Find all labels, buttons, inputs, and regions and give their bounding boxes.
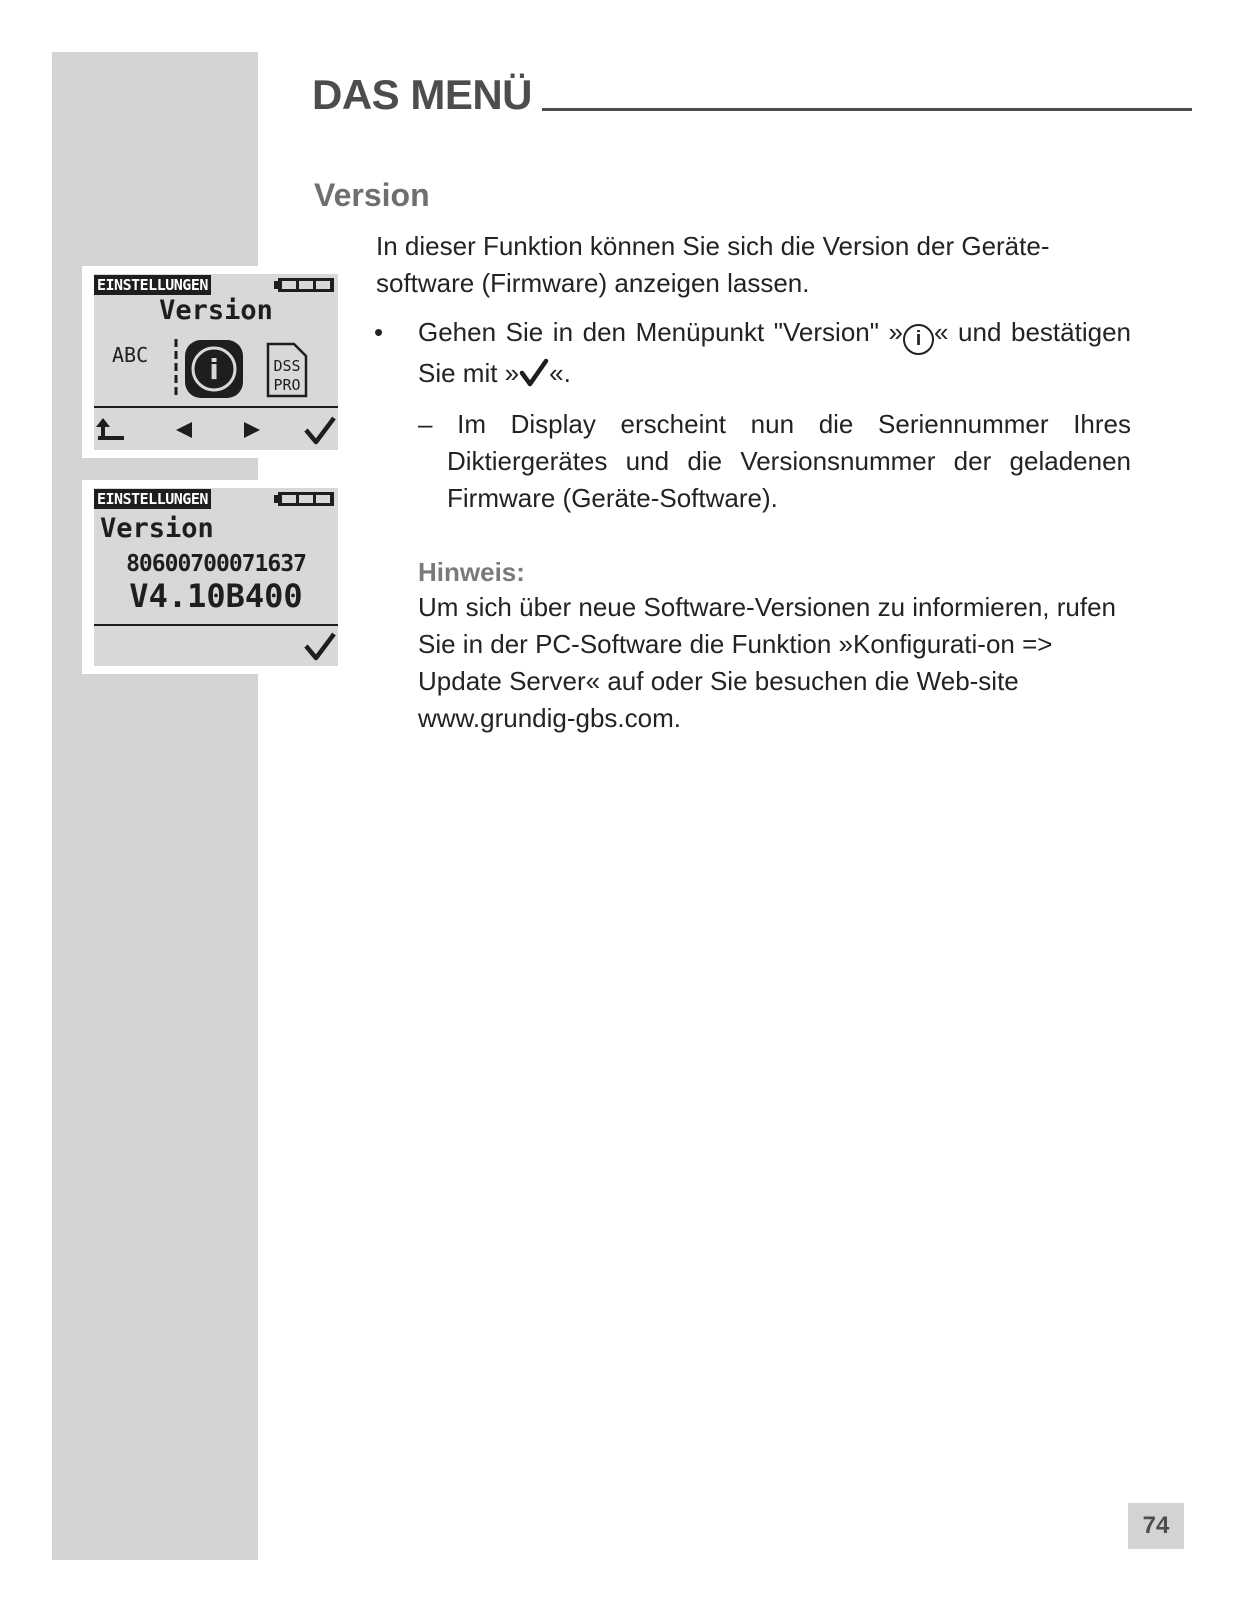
dss-text: DSS: [273, 357, 301, 375]
lcd-title: Version: [159, 295, 273, 326]
lcd-softkeys: [94, 414, 338, 448]
battery-icon: [274, 491, 336, 512]
lcd-version-screenshot: [82, 480, 348, 674]
lcd-header: [94, 274, 338, 296]
dash-paragraph: [418, 406, 1131, 517]
check-icon: [306, 418, 334, 442]
bullet-paragraph: [374, 314, 1131, 398]
abc-letter-a: ABC: [112, 343, 149, 367]
info-icon: i: [903, 324, 934, 355]
serial-number: 80600700071637: [126, 551, 306, 577]
bullet-marker: •: [374, 317, 384, 347]
right-arrow-icon: [244, 422, 260, 438]
lcd-menu-screenshot: [82, 266, 348, 458]
check-icon: [306, 634, 334, 658]
lcd-separator: [94, 624, 338, 626]
check-icon: [519, 358, 549, 398]
lcd-version-screen: [94, 488, 338, 666]
left-arrow-icon: [176, 422, 192, 438]
battery-icon: [274, 277, 336, 298]
lcd-icon-row: [94, 334, 338, 404]
firmware-version: V4.10B400: [129, 577, 303, 615]
heading-rule: [542, 108, 1192, 111]
dss-pro-icon: [268, 344, 306, 396]
lcd-title: Version: [100, 513, 214, 544]
hint-title: Hinweis:: [418, 557, 525, 587]
lcd-menu-screen: [94, 274, 338, 450]
dash-text: – Im Display erscheint nun die Seriennummer Ihres Diktiergerätes und die Versionsnummer der geladenen Firmware (Geräte-Software).: [418, 409, 1131, 513]
lcd-header-label: EINSTELLUNGEN: [94, 489, 211, 509]
pro-text: PRO: [273, 376, 301, 394]
lcd-softkeys: [94, 630, 338, 664]
info-icon: [185, 340, 243, 398]
bullet-text-after: «.: [549, 358, 571, 388]
page-title: DAS MENÜ: [312, 71, 533, 118]
bullet-text-before: Gehen Sie in den Menüpunkt "Version" »: [418, 317, 904, 347]
lcd-header-label: EINSTELLUNGEN: [94, 275, 211, 295]
back-icon: [96, 418, 124, 438]
section-title: Version: [314, 177, 430, 213]
page-number: 74: [1128, 1503, 1184, 1549]
intro-paragraph: In dieser Funktion können Sie sich die Version der Geräte-software (Firmware) anzeigen lassen.: [376, 231, 1050, 298]
info-letter: i: [209, 353, 219, 386]
page-heading: [312, 70, 1192, 120]
lcd-header: [94, 488, 338, 510]
lcd-separator: [94, 406, 338, 408]
bullet-text-middle: « und bestätigen Sie mit »: [418, 317, 1131, 388]
abc-icon: [112, 343, 148, 367]
hint-body: Um sich über neue Software-Versionen zu informieren, rufen Sie in der PC-Software die Funktion »Konfigurati-on => Update Server« auf oder Sie besuchen die Web-site www.grundig-gbs.com.: [418, 592, 1117, 733]
